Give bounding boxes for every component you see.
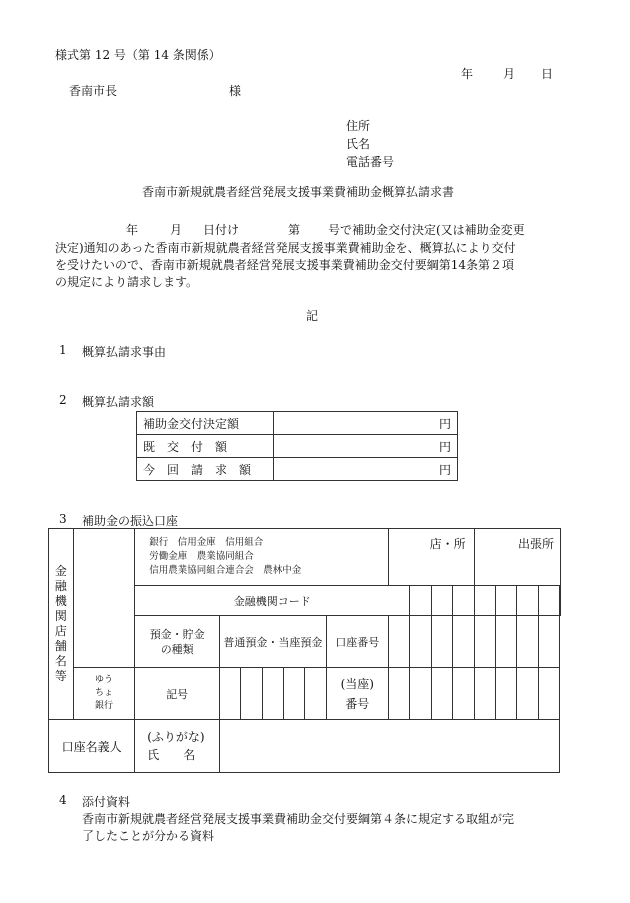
section4-label: 添付資料 [82,795,131,809]
holder-name-label-cell [135,720,220,773]
bank-types-line2: 労働金庫 農業協同組合 [149,551,254,562]
symbol-digit[interactable] [220,668,241,720]
deposit-type-label: 預金・貯金の種類 [135,616,220,668]
amount-row [137,435,458,458]
account-number-digit[interactable] [410,616,431,668]
section1-label: 概算払請求事由 [82,345,167,359]
yucho-number-digit[interactable] [453,668,474,720]
bank-types-line3: 信用農業協同組合連合会 農林中金 [149,565,302,576]
amount-label: 今 回 請 求 額 [137,458,274,481]
deposit-types[interactable]: 普通預金・当座預金 [220,616,326,668]
section4-text-line1: 香南市新規就農者経営発展支援事業費補助金交付要綱第４条に規定する取組が完 [82,812,515,826]
addressee-name: 香南市長 [69,84,118,98]
date-year: 年 [461,67,474,81]
yucho-number-digit[interactable] [410,668,431,720]
yucho-number-digit[interactable] [538,668,559,720]
body-line2: 決定)通知のあった香南市新規就農者経営発展支援事業費補助金を、概算払により交付 [55,241,516,255]
body-day: 日付け [203,223,240,237]
ki-heading: 記 [306,309,319,323]
account-number-digit[interactable] [453,616,474,668]
applicant-phone-label: 電話番号 [346,155,395,169]
sub-branch-cell[interactable] [474,529,560,586]
section3-number: 3 [59,512,67,526]
bank-types-line1: 銀行 信用金庫 信用組合 [149,537,264,548]
section2-label: 概算払請求額 [82,395,155,409]
account-holder-label: 口座名義人 [49,720,135,773]
section2-number: 2 [59,393,67,407]
bank-code-digit[interactable] [410,586,431,616]
bank-side-label-cell [49,529,74,720]
addressee-honorific: 様 [229,84,242,98]
symbol-label: 記号 [135,668,220,720]
bank-code-digit[interactable] [474,586,495,616]
account-number-digit[interactable] [388,616,409,668]
bank-account-table [48,528,561,773]
symbol-digit[interactable] [305,668,326,720]
symbol-digit[interactable] [284,668,305,720]
date-day: 日 [541,67,554,81]
bank-side-label: 金融機関店舗名等 [54,564,67,683]
bank-type-cell[interactable] [135,529,389,586]
sub-branch-label: 出張所 [517,536,554,551]
number-label-1: (当座) [340,676,374,691]
yucho-label: ゆうちょ銀行 [73,668,134,720]
body-month: 月 [170,223,183,237]
account-number-digit[interactable] [495,616,516,668]
form-number: 様式第 12 号（第 14 条関係） [55,48,221,62]
section3-label: 補助金の振込口座 [82,514,179,528]
yucho-number-digit[interactable] [474,668,495,720]
account-number-label: 口座番号 [326,616,388,668]
bank-code-digit[interactable] [538,586,559,616]
document-title: 香南市新規就農者経営発展支援事業費補助金概算払請求書 [142,185,455,199]
bank-code-digit[interactable] [453,586,474,616]
body-year: 年 [126,223,139,237]
symbol-digit[interactable] [262,668,283,720]
bank-code-digit[interactable] [431,586,452,616]
amount-row [137,458,458,481]
bank-code-digit[interactable] [517,586,538,616]
bank-code-label: 金融機関コード [135,586,410,616]
body-line3: を受けたいので、香南市新規就農者経営発展支援事業費補助金交付要綱第14条第２項 [55,258,515,272]
number-label-cell [326,668,388,720]
bank-blank-cell [73,529,134,668]
date-month: 月 [503,67,516,81]
account-number-digit[interactable] [431,616,452,668]
account-number-digit[interactable] [517,616,538,668]
amount-label: 補助金交付決定額 [137,412,274,435]
body-line1-rest: 号で補助金交付決定(又は補助金変更 [328,223,525,237]
yucho-number-digit[interactable] [388,668,409,720]
furigana-label: (ふりがな) [147,730,205,744]
body-line4: の規定により請求します。 [55,275,199,289]
branch-cell[interactable] [388,529,474,586]
yucho-number-digit[interactable] [495,668,516,720]
section4-number: 4 [59,793,67,807]
amount-label: 既 交 付 額 [137,435,274,458]
applicant-address-label: 住所 [346,119,371,133]
number-label-2: 番号 [345,696,370,711]
yucho-number-digit[interactable] [431,668,452,720]
account-holder-input[interactable] [220,720,560,773]
holder-name-label: 氏 名 [147,748,196,762]
amount-table [136,411,458,481]
amount-unit[interactable]: 円 [274,458,458,481]
branch-label: 店・所 [429,536,466,551]
body-no: 第 [288,223,301,237]
section4-text-line2: 了したことが分かる資料 [82,829,215,843]
symbol-digit[interactable] [241,668,262,720]
account-number-digit[interactable] [538,616,559,668]
bank-code-digit[interactable] [560,586,561,616]
yucho-number-digit[interactable] [517,668,538,720]
applicant-name-label: 氏名 [346,137,371,151]
account-number-digit[interactable] [474,616,495,668]
amount-unit[interactable]: 円 [274,435,458,458]
amount-row [137,412,458,435]
bank-code-digit[interactable] [495,586,516,616]
section1-number: 1 [59,343,67,357]
amount-unit[interactable]: 円 [274,412,458,435]
